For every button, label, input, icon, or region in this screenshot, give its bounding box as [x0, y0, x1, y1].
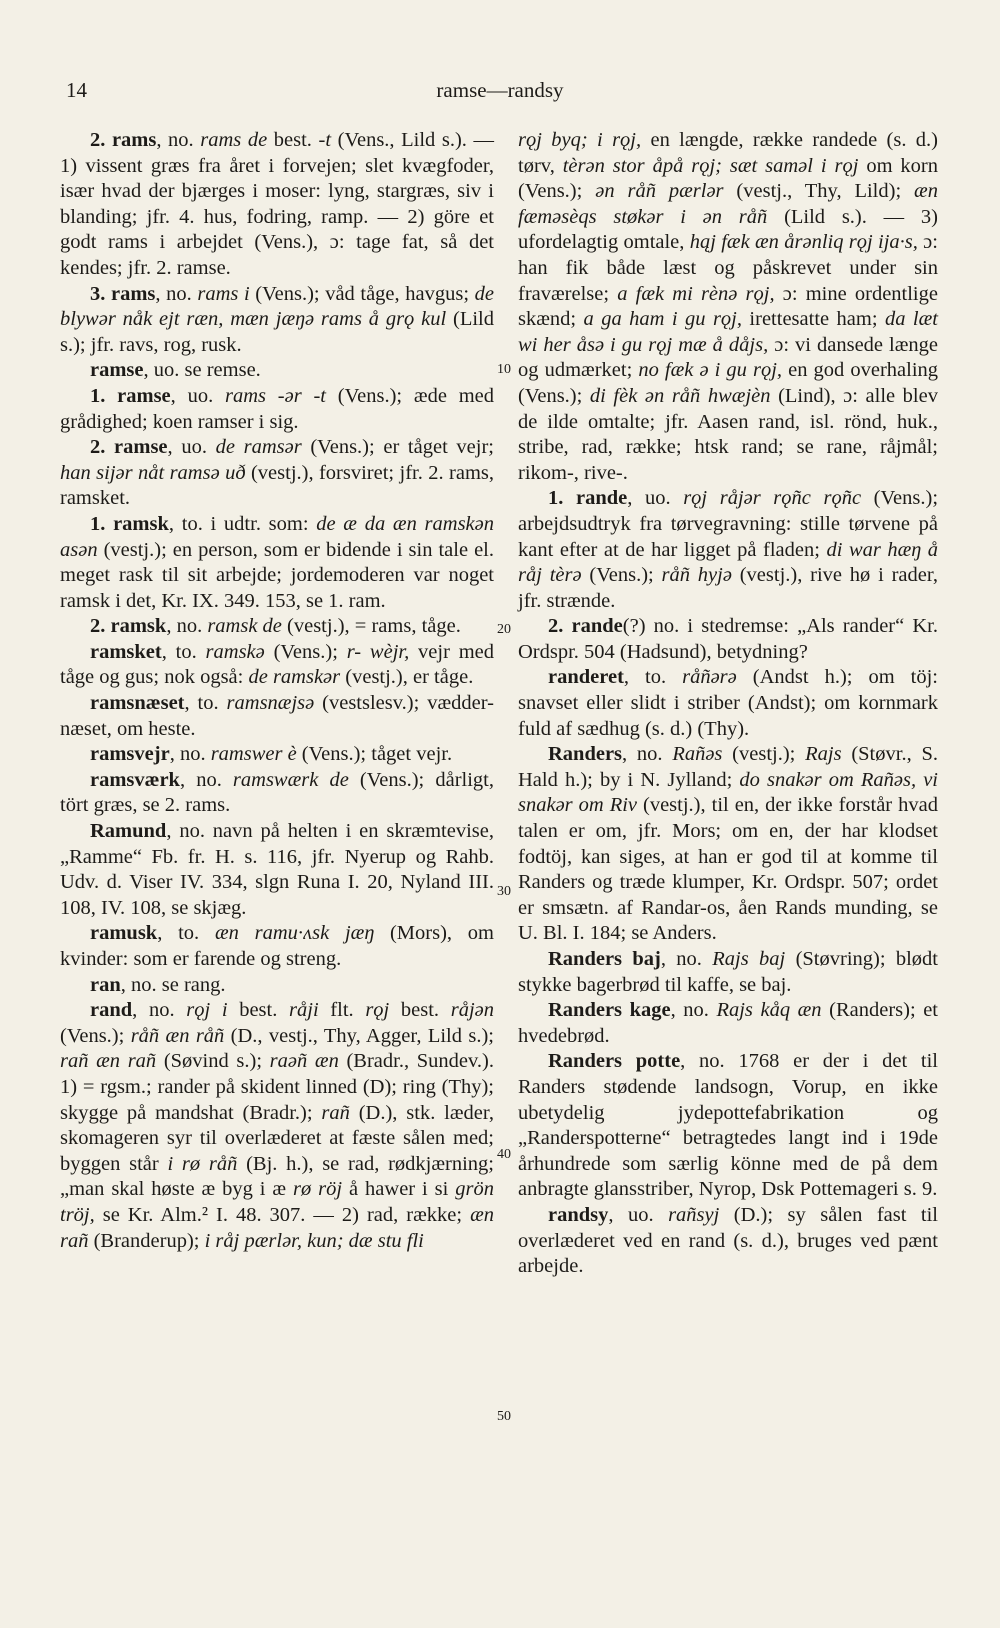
entry-text: , uo. — [170, 384, 225, 407]
entry-text: (Vens., Lild s.). — 1) vissent græs fra året i forvejen; slet kvægfoder, især hvad der bjærges i moser: lyng, stargræs, siv i blanding; jfr. 4. hus, fodring, ramp. — 2) göre et godt rams i arbejdet (Vens.), ɔ: tage fat, så det kendes; jfr. 2. ramse. — [60, 129, 495, 279]
entry-text: (vestj.), er tåge. — [340, 666, 474, 689]
dictionary-entry — [518, 128, 938, 486]
entry-text: (Støvring); blødt stykke bagerbrød til kaffe, se baj. — [518, 948, 938, 996]
dialect-form: rǫj byq; i rǫj, — [518, 129, 642, 151]
dialect-form: ən råñ pærlər — [595, 180, 724, 203]
entry-text: , uo. — [608, 1203, 669, 1226]
dialect-form: rañ — [321, 1101, 350, 1124]
dictionary-entry — [518, 998, 938, 1049]
entry-text: , no. — [622, 743, 673, 766]
entry-text: (vestslesv.); vædder-næset, om heste. — [60, 692, 494, 740]
entry-text: (Vens.); dårligt, tört græs, se 2. rams. — [60, 768, 494, 817]
dictionary-entry — [60, 819, 494, 921]
entry-text: , to. — [184, 692, 227, 715]
dialect-form: han sijər nåt ramsə uð — [60, 461, 246, 484]
dialect-form: ramskə — [205, 640, 265, 663]
dialect-form: rǫj i — [186, 999, 228, 1022]
entry-text: (vestj.), til en, der ikke forstår hvad talen er om, jfr. Mors; om en, der har klodset fodtöj, kan siges, at han er god til at komme til Randers og træde klumper, Kr. Ordspr. 507; ordet er smsætn. af Randar-os, åen Rands munding, se U. Bl. I. 184; se Anders. — [518, 794, 938, 945]
left-column — [60, 128, 494, 1254]
entry-text: , no. — [132, 999, 187, 1022]
entry-text: , to. — [157, 922, 215, 945]
entry-text: (Randers); et hvedebrød. — [518, 999, 938, 1047]
entry-text: (D.), stk. læder, skomageren syr til overlæderet at fæste sålen med; byggen står — [60, 1101, 495, 1175]
dictionary-entry — [60, 358, 494, 384]
line-number: 10 — [497, 362, 511, 377]
entry-text: , no. navn på helten i en skræmtevise, „Ramme“ Fb. fr. H. s. 116, jfr. Nyerup og Rahb. Udv. d. Viser IV. 334, slgn Runa I. 20, Nyland III. 108, IV. 108, se skjæg. — [60, 820, 494, 919]
headword: Ramund — [90, 820, 167, 843]
dialect-form: de ramsər — [215, 436, 302, 459]
dialect-form: tèrən stor åpå rǫj; sæt saməl i rǫj — [562, 154, 859, 177]
entry-text: best. — [267, 129, 319, 151]
headword: 1. ramsk — [90, 512, 169, 535]
headword: 2. ramsk — [90, 615, 167, 638]
entry-text: , uo. — [167, 436, 216, 459]
dictionary-entry — [518, 1203, 938, 1280]
headword: ramsnæset — [90, 692, 185, 715]
dialect-form: rams i — [197, 282, 250, 305]
dictionary-entry — [60, 921, 494, 972]
dictionary-entry — [60, 973, 494, 999]
dialect-form: råñərə — [682, 666, 737, 689]
entry-text: , uo. — [627, 487, 684, 510]
headword: 2. rande — [548, 615, 623, 638]
entry-text: (Lild s.). — 3) ufordelagtig omtale, — [518, 205, 939, 254]
dialect-form: raəñ æn — [269, 1050, 339, 1073]
dialect-form: di fèk ən råñ hwæjèn — [589, 384, 771, 407]
entry-text: (Bj. h.), se rad, rødkjærning; „man skal høste æ byg i æ — [60, 1152, 494, 1201]
entry-text: om korn (Vens.); — [518, 154, 938, 203]
entry-text: (D., vestj., Thy, Agger, Lild s.); — [224, 1024, 494, 1047]
entry-text: å hawer i si — [342, 1178, 456, 1201]
headword: randsy — [548, 1203, 609, 1226]
dialect-form: rø röj — [292, 1178, 343, 1201]
headword: 2. rams — [90, 129, 157, 151]
dialect-form: no fæk ə i gu rǫj, — [638, 359, 783, 382]
entry-text: best. — [389, 999, 451, 1022]
entry-text: se Kr. Alm.² I. 48. 307. — 2) rad, række; — [94, 1203, 471, 1226]
dialect-form: rǫj — [365, 999, 390, 1022]
dialect-form: rǫj råjər rǫñc rǫñc — [683, 487, 862, 510]
dialect-form: a fæk mi rènə rǫj, — [617, 282, 775, 305]
dictionary-entry — [60, 614, 494, 640]
dialect-form: de blywər nåk ejt ræn, mæn jæŋə rams å grǫ kul — [60, 282, 494, 331]
entry-text: (Vens.); er tåget vejr; — [301, 436, 494, 459]
headword: Randers baj — [548, 948, 661, 970]
dialect-form: hąj fæk æn årənliq rǫj ija·s, — [689, 231, 918, 254]
entry-text: , to. — [161, 640, 206, 663]
line-number: 20 — [497, 622, 511, 637]
line-number: 50 — [497, 1409, 511, 1424]
dialect-form: råñ hyjə — [661, 564, 732, 587]
dialect-form: i råj pærlər, kun; dæ stu fli — [204, 1229, 424, 1252]
entry-text: , no. — [156, 129, 201, 151]
entry-text: , to. — [623, 666, 683, 689]
entry-text: (vestj.), forsviret; jfr. 2. rams, ramsket. — [60, 461, 494, 510]
entry-text: vejr med tåge og gus; nok også: — [60, 640, 494, 689]
entry-text: , no. — [670, 999, 717, 1022]
dialect-form: de ramskər — [248, 666, 341, 689]
entry-text: (Vens.); — [60, 1024, 131, 1047]
dialect-form: rañsyj — [668, 1203, 720, 1226]
dialect-form: ramsnæjsə — [226, 692, 315, 715]
headword: randeret — [548, 666, 624, 689]
dictionary-entry — [60, 768, 494, 819]
entry-text: , no. se rang. — [120, 973, 226, 996]
entry-text: ɔ: mine ordentlige skænd; — [518, 282, 938, 331]
entry-text: , no. 1768 er der i det til Randers stødende landsogn, Vorup, en ikke ubetydelig jydepottefabrikation og „Randerspotterne“ betragtedes langt ind i 19de århundrede som særlig könne med de på dem anbragte glansstriber, Nyrop, Dsk Pottemageri s. 9. — [518, 1050, 938, 1201]
entry-text: irettesatte ham; — [742, 308, 885, 331]
right-column — [518, 128, 938, 1280]
entry-text: ɔ: vi dansede længe og udmærket; — [518, 333, 938, 382]
dictionary-entry — [60, 384, 494, 435]
entry-text: (Vens.); æde med grådighed; koen ramser i sig. — [60, 384, 495, 433]
dialect-form: r- wèjr, — [346, 640, 410, 663]
entry-text: en god overhaling (Vens.); — [518, 359, 939, 407]
entry-text: (vestj.), = rams, tåge. — [281, 615, 461, 638]
entry-text: (Vens.); arbejdsudtryk fra tørvegravning: stille tørvene på kant efter at de har ligget på fladen; — [518, 487, 939, 561]
dialect-form: æn fæməsèqs støkər i ən råñ — [518, 180, 938, 228]
entry-text: (Vens.); tåget vejr. — [296, 743, 453, 766]
entry-text: (Støvr., S. Hald h.); by i N. Jylland; — [518, 743, 938, 791]
dictionary-entry — [60, 512, 494, 614]
dialect-form: -t — [318, 129, 332, 151]
dialect-form: de æ da æn ramskən asən — [60, 512, 495, 561]
dialect-form: ramswer è — [210, 743, 297, 766]
dialect-form: da læt wi her åsə i gu rǫj mæ å dåjs, — [518, 308, 938, 356]
dictionary-entry — [518, 742, 938, 947]
dictionary-entry — [60, 640, 494, 691]
entry-text: (?) no. i stedremse: „Als rander“ Kr. Ordspr. 504 (Hadsund), betydning? — [518, 615, 938, 663]
dialect-form: i rø råñ — [167, 1152, 238, 1175]
page-number: 14 — [66, 78, 87, 102]
headword: 3. rams — [90, 282, 156, 305]
headword: rand — [90, 999, 133, 1022]
dictionary-entry — [60, 742, 494, 768]
dictionary-entry — [518, 486, 938, 614]
entry-text: (D.); sy sålen fast til overlæderet ved en rand (s. d.), bruges ved pænt arbejde. — [518, 1203, 938, 1278]
dialect-form: rams -ər -t — [225, 384, 327, 407]
dialect-form: grön tröj, — [60, 1178, 495, 1226]
dialect-form: råñ æn råñ — [130, 1024, 225, 1047]
entry-text: best. — [227, 999, 290, 1022]
entry-text: flt. — [318, 999, 366, 1022]
dialect-form: Rajs baj — [712, 948, 786, 970]
running-head: ramse—randsy — [436, 78, 564, 102]
entry-text: (Bradr., Sundev.). 1) = rgsm.; rander på skident linned (D); ring (Thy); skygge på mandshat (Bradr.); — [60, 1050, 494, 1124]
dialect-form: æn ramu·ʌsk jæŋ — [214, 922, 375, 945]
entry-text: (Lind), ɔ: alle blev de ilde omtalte; jfr. Aasen rand, isl. rönd, huk., stribe, rad, række; htsk rand; se rane, råjmål; rikom-, rive-. — [518, 384, 938, 484]
headword: 1. ramse — [90, 384, 171, 407]
dialect-form: rams de — [200, 129, 268, 151]
headword: ramsket — [90, 640, 162, 663]
dictionary-entry — [60, 128, 494, 282]
entry-text: (Søvind s.); — [156, 1050, 270, 1073]
entry-text: (vestj.); — [722, 743, 806, 766]
entry-text: (Vens.); våd tåge, havgus; — [249, 282, 475, 305]
entry-text: , to. i udtr. som: — [168, 512, 317, 535]
headword: ran — [90, 973, 121, 996]
dialect-form: æn rañ — [60, 1203, 494, 1252]
dialect-form: råji — [289, 999, 319, 1022]
entry-text: (Vens.); — [581, 564, 662, 587]
dictionary-entry — [60, 691, 494, 742]
entry-text: , no. — [660, 948, 713, 970]
entry-text: , uo. se remse. — [143, 359, 261, 382]
dictionary-entry — [518, 665, 938, 742]
dialect-form: Rajs — [805, 743, 842, 766]
headword: Randers kage — [548, 999, 671, 1022]
dictionary-entry — [60, 998, 494, 1254]
dialect-form: do snakər om Rañəs, vi snakər om Riv — [518, 768, 938, 817]
dictionary-entry — [60, 282, 494, 359]
line-number: 40 — [497, 1147, 511, 1162]
dialect-form: råjən — [450, 999, 495, 1022]
headword: ramse — [90, 359, 144, 382]
entry-text: (vestj.); en person, som er bidende i sin tale el. meget rask til sit arbejde; jordemoderen var noget ramsk i det, Kr. IX. 349. 153, se 1. ram. — [60, 538, 494, 612]
dialect-form: Rajs kåq æn — [716, 999, 822, 1022]
headword: ramsvejr — [90, 743, 170, 766]
entry-text: en længde, række randede (s. d.) tørv, — [518, 129, 939, 177]
headword: 1. rande — [548, 487, 628, 510]
dialect-form: Rañəs — [672, 743, 723, 766]
line-number: 30 — [497, 884, 511, 899]
entry-text: (vestj.), rive hø i rader, jfr. strænde. — [518, 564, 938, 612]
headword: ramusk — [90, 922, 158, 945]
dialect-form: di war hæŋ å råj tèrə — [518, 538, 938, 587]
headword: Randers — [548, 743, 623, 766]
dictionary-entry — [60, 435, 494, 512]
entry-text: , no. — [179, 768, 233, 791]
entry-text: , no. — [155, 282, 198, 305]
dialect-form: ramswærk de — [232, 768, 349, 791]
entry-text: (Andst h.); om töj: snavset eller slidt i striber (Andst); om kornmark fuld af sædhug (s. d.) (Thy). — [518, 666, 938, 740]
headword: Randers potte — [548, 1050, 681, 1073]
dialect-form: ramsk de — [207, 615, 282, 638]
entry-text: ɔ: han fik både læst og påskrevet under sin fraværelse; — [518, 231, 938, 305]
headword: ramsværk — [90, 768, 180, 791]
entry-text: (vestj., Thy, Lild); — [723, 180, 915, 203]
entry-text: , no. — [166, 615, 208, 638]
entry-text: (Vens.); — [264, 640, 347, 663]
headword: 2. ramse — [90, 436, 168, 459]
dictionary-entry — [518, 947, 938, 998]
dictionary-entry — [518, 614, 938, 665]
dialect-form: a ga ham i gu rǫj, — [583, 308, 742, 331]
entry-text: (Lild s.); jfr. ravs, rog, rusk. — [60, 308, 494, 356]
dialect-form: rañ æn rañ — [60, 1050, 157, 1073]
dictionary-entry — [518, 1049, 938, 1203]
entry-text: (Mors), om kvinder: som er farende og streng. — [60, 922, 494, 970]
entry-text: (Branderup); — [88, 1229, 205, 1252]
entry-text: , no. — [169, 743, 211, 766]
